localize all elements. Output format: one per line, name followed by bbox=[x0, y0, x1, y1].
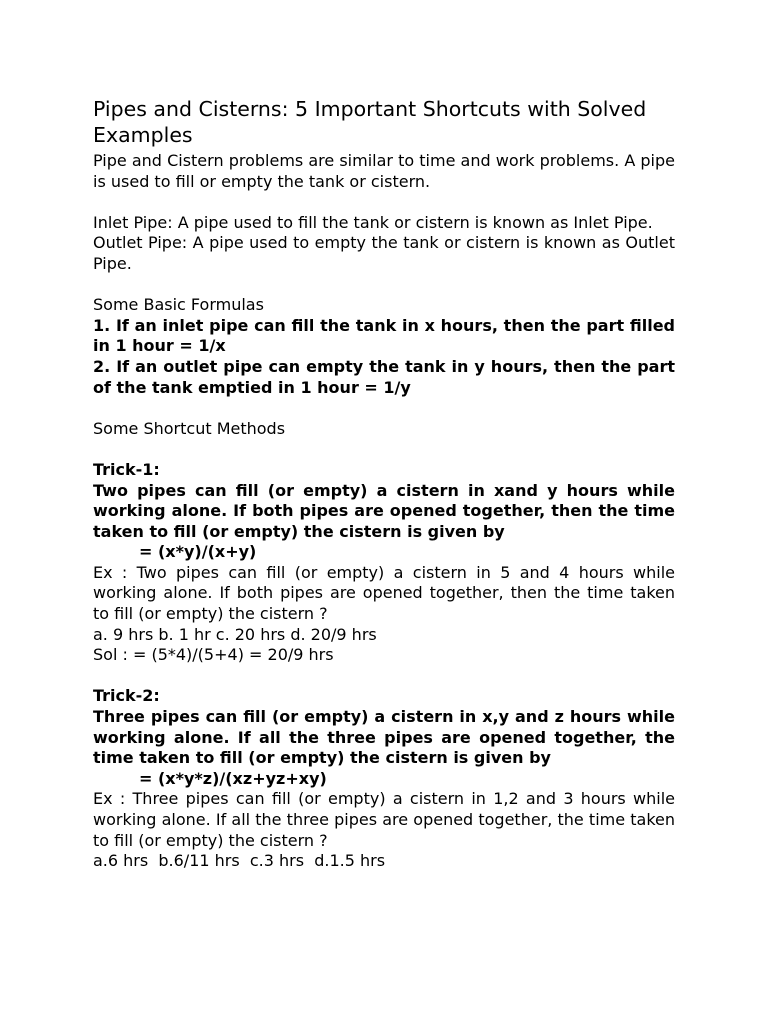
trick-2-options: a.6 hrs b.6/11 hrs c.3 hrs d.1.5 hrs bbox=[93, 851, 386, 871]
intro-paragraph: Pipe and Cistern problems are similar to time and work problems. A pipe is used to fill or empty the tank or cistern. bbox=[93, 151, 675, 191]
trick-2-heading: Trick-2: bbox=[93, 686, 160, 706]
spacer bbox=[93, 439, 675, 460]
formulas-heading: Some Basic Formulas bbox=[93, 295, 264, 315]
trick-1-options: a. 9 hrs b. 1 hr c. 20 hrs d. 20/9 hrs bbox=[93, 624, 377, 644]
page-title: Pipes and Cisterns: 5 Important Shortcuts with Solved Examples bbox=[93, 97, 647, 147]
formula-1: 1. If an inlet pipe can fill the tank in x hours, then the part filled in 1 hour = 1/x bbox=[93, 315, 675, 356]
inlet-pipe-definition: Inlet Pipe: A pipe used to fill the tank or cistern is known as Inlet Pipe. bbox=[93, 212, 653, 232]
outlet-pipe-definition: Outlet Pipe: A pipe used to empty the tank or cistern is known as Outlet Pipe. bbox=[93, 233, 675, 273]
trick-1-example: Ex : Two pipes can fill (or empty) a cistern in 5 and 4 hours while working alone. If both pipes are opened together, then the time taken to fill (or empty) the cistern ? bbox=[93, 562, 675, 624]
spacer bbox=[93, 275, 675, 296]
spacer bbox=[93, 398, 675, 419]
formula-2: 2. If an outlet pipe can empty the tank in y hours, then the part of the tank emptied in 1 hour = 1/y bbox=[93, 356, 675, 397]
trick-1-formula: = (x*y)/(x+y) bbox=[139, 542, 257, 562]
trick-2-example: Ex : Three pipes can fill (or empty) a cistern in 1,2 and 3 hours while working alone. If all the three pipes are opened together, the time taken to fill (or empty) the cistern ? bbox=[93, 789, 675, 850]
trick-2-formula: = (x*y*z)/(xz+yz+xy) bbox=[139, 768, 327, 788]
spacer bbox=[93, 666, 675, 687]
trick-1-statement: Two pipes can fill (or empty) a cistern in xand y hours while working alone. If both pipes are opened together, then the time taken to fill (or empty) the cistern is given by bbox=[93, 480, 675, 541]
document-page bbox=[93, 96, 675, 872]
trick-1-solution: Sol : = (5*4)/(5+4) = 20/9 hrs bbox=[93, 645, 334, 665]
trick-2-statement: Three pipes can fill (or empty) a cistern in x,y and z hours while working alone. If all the three pipes are opened together, the time taken to fill (or empty) the cistern is given by bbox=[93, 707, 675, 768]
spacer bbox=[93, 192, 675, 213]
shortcuts-heading: Some Shortcut Methods bbox=[93, 418, 286, 438]
trick-1-heading: Trick-1: bbox=[93, 459, 160, 479]
